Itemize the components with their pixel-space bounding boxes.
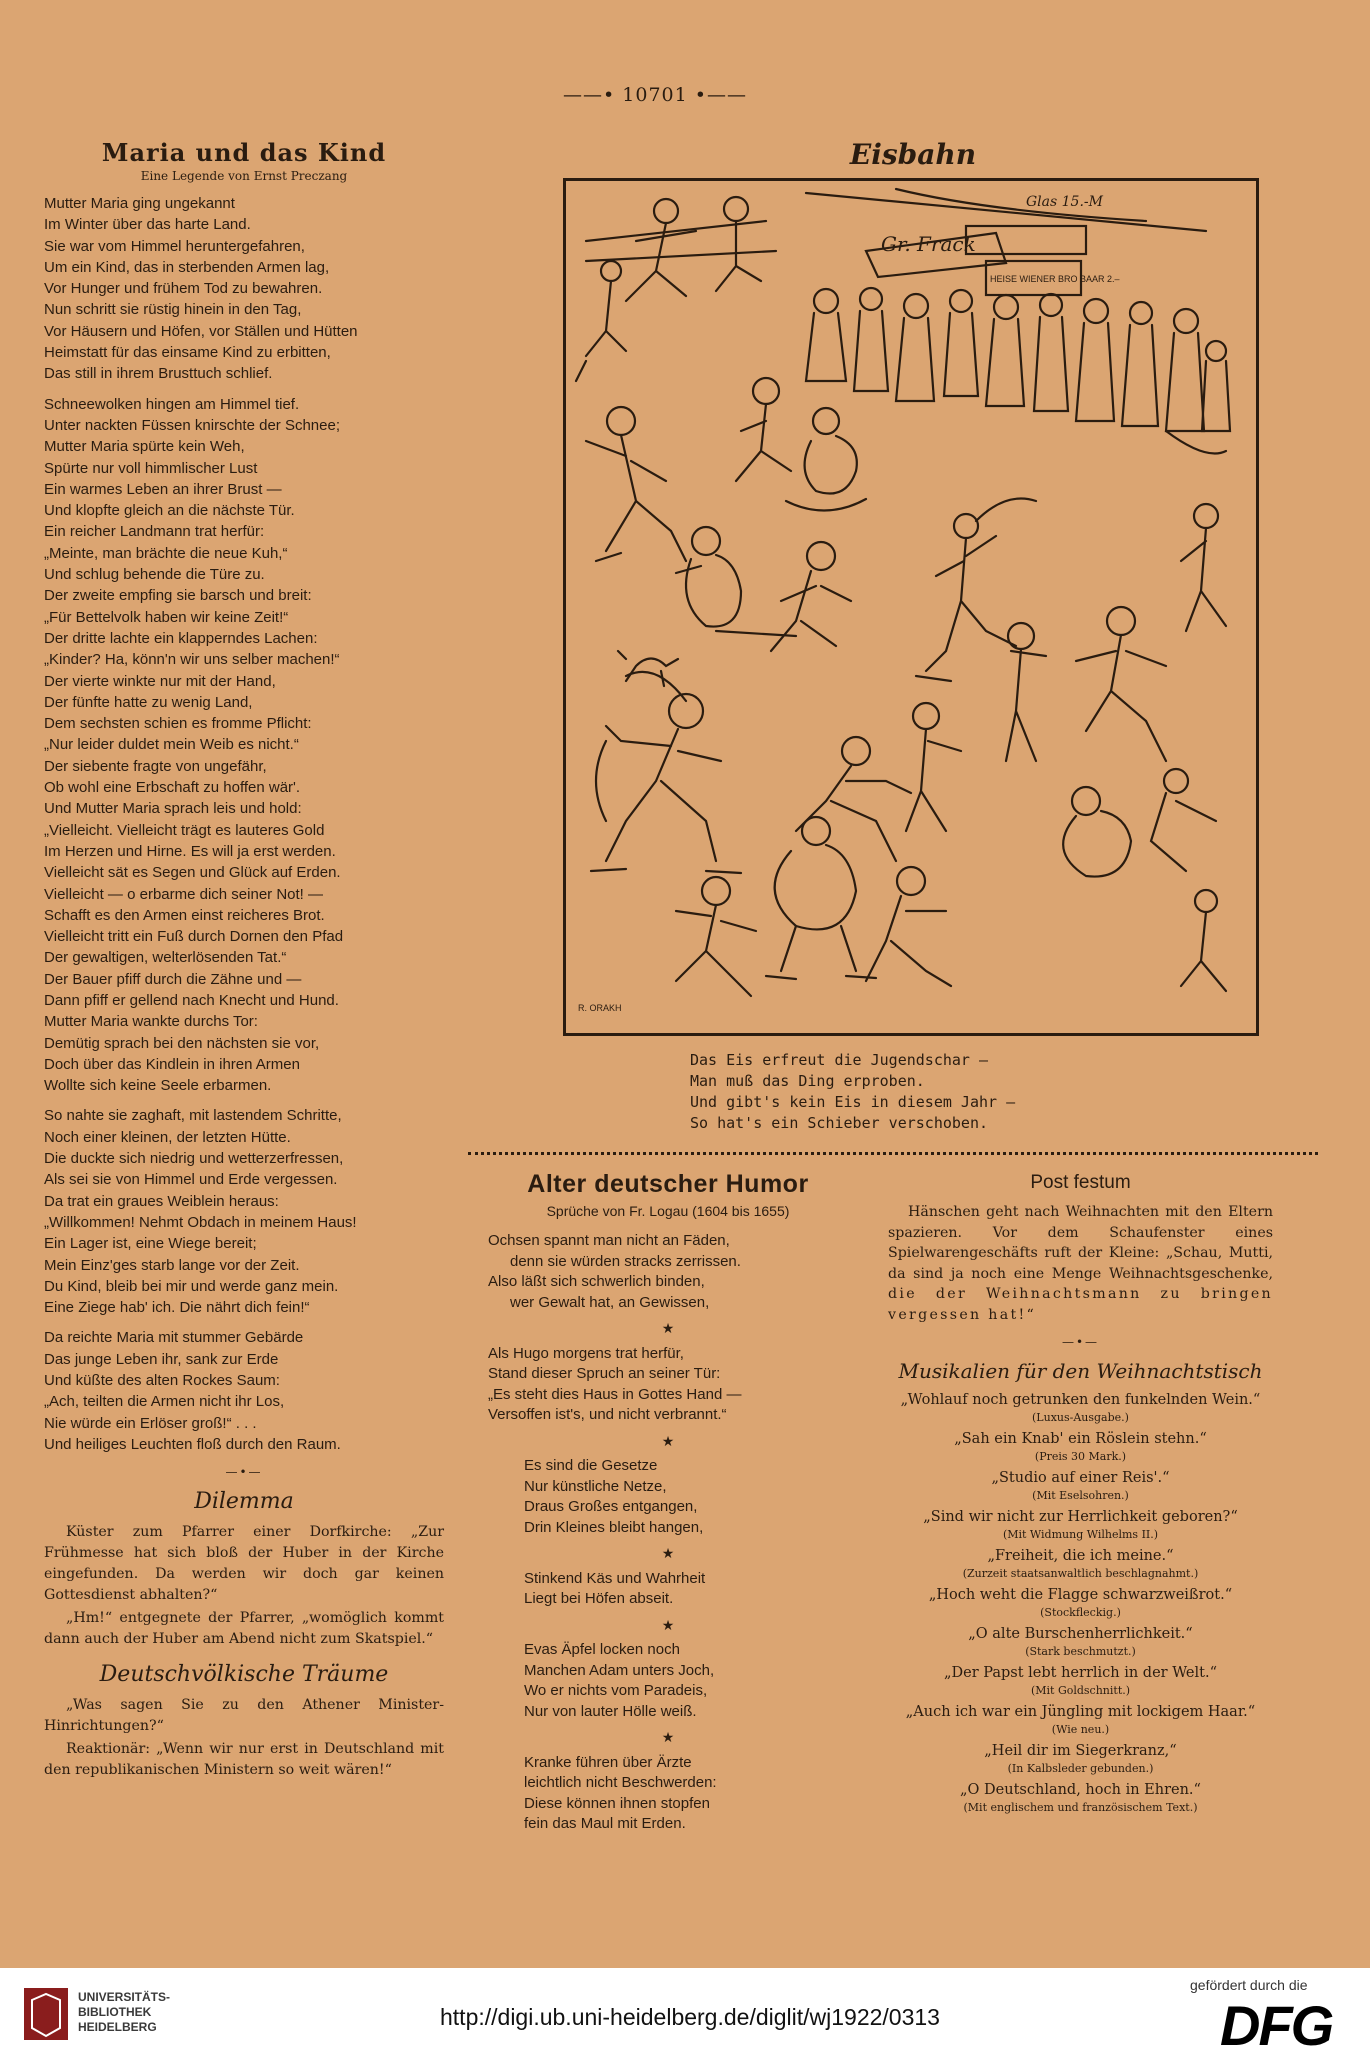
poem-stanza [44, 1327, 444, 1455]
section-rule [468, 1152, 1318, 1155]
musikalien-note: (Stockfleckig.) [1040, 1606, 1121, 1619]
musikalien-item: „Sah ein Knab' ein Röslein stehn.“ [954, 1431, 1207, 1447]
poem-line: Spürte nur voll himmlischer Lust [44, 459, 258, 477]
page-number: ——• 10701 •—— [563, 84, 747, 106]
humor-line: Evas Äpfel locken noch [524, 1641, 680, 1658]
right-column [888, 1172, 1273, 1820]
humor-verse-block [488, 1344, 848, 1426]
university-logo-text: UNIVERSITÄTS- BIBLIOTHEK HEIDELBERG [78, 1990, 171, 2034]
post-festum-title: Post festum [1030, 1172, 1131, 1193]
poem-line: Schneewolken hingen am Himmel tief. [44, 395, 300, 413]
humor-subtitle: Sprüche von Fr. Logau (1604 bis 1655) [546, 1203, 790, 1219]
cartoon-caption [690, 1050, 1110, 1134]
sign-frack: Gr. Frack [881, 232, 976, 256]
caption-line: So hat's ein Schieber verschoben. [690, 1114, 989, 1132]
musikalien-item: „Freiheit, die ich meine.“ [987, 1548, 1174, 1564]
humor-line: Stand dieser Spruch an seiner Tür: [488, 1365, 721, 1382]
poem-line: „Ach, teilten die Armen nicht ihr Los, [44, 1393, 285, 1411]
poem-line: Vielleicht sät es Segen und Glück auf Erden. [44, 864, 341, 882]
poem-line: Um ein Kind, das in sterbenden Armen lag, [44, 258, 330, 276]
poem-line: Und Mutter Maria sprach leis und hold: [44, 800, 302, 818]
humor-line: Als Hugo morgens trat herfür, [488, 1344, 684, 1362]
poem-line: Dem sechsten schien es fromme Pflicht: [44, 715, 312, 733]
humor-line: wer Gewalt hat, an Gewissen, [510, 1293, 710, 1311]
humor-verse-block [488, 1640, 848, 1722]
poem-line: Ein reicher Landmann trat herfür: [44, 523, 265, 541]
artist-signature: R. ORAKH [578, 1003, 622, 1013]
poem-line: Ein warmes Leben an ihrer Brust — [44, 480, 282, 498]
humor-title: Alter deutscher Humor [527, 1170, 809, 1198]
musikalien-note: (In Kalbsleder gebunden.) [1007, 1762, 1154, 1775]
poem-line: Der dritte lachte ein klapperndes Lachen: [44, 629, 318, 647]
star-divider: ★ [661, 1616, 675, 1633]
humor-line: Manchen Adam unters Joch, [524, 1661, 715, 1679]
poem-line: „Meinte, man brächte die neue Kuh,“ [44, 544, 288, 562]
poem-line: Da trat ein graues Weiblein heraus: [44, 1192, 279, 1210]
poem-stanza [44, 1105, 444, 1318]
poem-line: Eine Ziege hab' ich. Die nährt dich fein!“ [44, 1299, 310, 1317]
humor-line: Drin Kleines bleibt hangen, [524, 1518, 704, 1536]
traeume-title: Deutschvölkische Träume [99, 1662, 389, 1688]
caption-line: Das Eis erfreut die Jugendschar — [690, 1051, 989, 1069]
poem-line: Noch einer kleinen, der letzten Hütte. [44, 1128, 291, 1146]
musikalien-note: (Luxus-Ausgabe.) [1032, 1411, 1129, 1424]
caption-line: Und gibt's kein Eis in diesem Jahr — [690, 1093, 1016, 1111]
humor-line: Kranke führen über Ärzte [524, 1753, 692, 1771]
humor-line: Diese können ihnen stopfen [524, 1794, 710, 1812]
skating-scene-drawing [566, 181, 1256, 1033]
poem-line: Vor Hunger und frühem Tod zu bewahren. [44, 280, 323, 298]
divider: —•— [225, 1465, 263, 1480]
musikalien-item: „Auch ich war ein Jüngling mit lockigem Haar.“ [905, 1704, 1256, 1720]
humor-line: leichtlich nicht Beschwerden: [524, 1774, 717, 1791]
divider: —•— [1061, 1335, 1100, 1349]
star-divider: ★ [661, 1320, 675, 1336]
poem-line: Als sei sie von Himmel und Erde vergessen. [44, 1171, 338, 1189]
poem-line: Im Winter über das harte Land. [44, 216, 251, 234]
poem-line: So nahte sie zaghaft, mit lastendem Schritte, [44, 1107, 342, 1125]
poem-line: Und schlug behende die Türe zu. [44, 566, 265, 584]
poem-line: Mutter Maria spürte kein Weh, [44, 438, 245, 456]
musikalien-item: „Hoch weht die Flagge schwarzweißrot.“ [928, 1587, 1233, 1603]
humor-column [488, 1170, 848, 1839]
humor-line: Draus Großes entgangen, [524, 1498, 698, 1515]
poem-line: Vielleicht — o erbarme dich seiner Not! — [44, 885, 324, 903]
poem-line: Die duckte sich niedrig und wetterzerfressen, [44, 1150, 344, 1168]
humor-line: denn sie würden stracks zerrissen. [510, 1252, 741, 1270]
poem-line: Der Bauer pfiff durch die Zähne und — [44, 970, 302, 988]
humor-line: „Es steht dies Haus in Gottes Hand — [488, 1385, 742, 1403]
humor-line: Wo er nichts vom Paradeis, [524, 1682, 708, 1699]
traeume-paragraph: Reaktionär: „Wenn wir nur erst in Deutschland mit den republikanischen Ministern so weit wären!“ [44, 1741, 444, 1779]
poem-line: „Vielleicht. Vielleicht trägt es lauteres Gold [44, 821, 325, 839]
poem-line: Nie würde ein Erlöser groß!“ . . . [44, 1414, 257, 1432]
cartoon-title: Eisbahn [849, 138, 977, 171]
dfg-logo: DFG [1220, 1994, 1333, 2057]
dilemma-title: Dilemma [194, 1489, 294, 1515]
humor-line: Ochsen spannt man nicht an Fäden, [488, 1232, 730, 1249]
poem-line: Und klopfte gleich an die nächste Tür. [44, 502, 295, 520]
humor-line: fein das Maul mit Erden. [524, 1815, 686, 1832]
humor-line: Versoffen ist's, und nicht verbrannt.“ [488, 1406, 727, 1423]
funded-by-text: gefördert durch die [1190, 1977, 1308, 1993]
poem-line: Dann pfiff er gellend nach Knecht und Hund. [44, 991, 339, 1009]
musikalien-item: „Studio auf einer Reis'.“ [991, 1470, 1170, 1486]
poem-line: Der fünfte hatte zu wenig Land, [44, 693, 253, 711]
post-festum-text [888, 1202, 1273, 1325]
poem-line: Heimstatt für das einsame Kind zu erbitten, [44, 344, 331, 362]
humor-verse-block [488, 1753, 848, 1835]
musikalien-item: „O alte Burschenherrlichkeit.“ [968, 1626, 1193, 1642]
poem-line: Doch über das Kindlein in ihren Armen [44, 1055, 300, 1073]
poem-line: Der zweite empfing sie barsch und breit: [44, 587, 312, 605]
star-divider: ★ [661, 1729, 675, 1745]
dilemma-paragraph: „Hm!“ entgegnete der Pfarrer, „womöglich kommt dann auch der Huber am Abend nicht zum Skatspiel.“ [44, 1610, 444, 1648]
musikalien-note: (Zurzeit staatsanwaltlich beschlagnahmt.) [962, 1567, 1199, 1580]
poem-line: „Kinder? Ha, könn'n wir uns selber machen!“ [44, 651, 340, 669]
musikalien-note: (Mit Eselsohren.) [1032, 1489, 1129, 1502]
poem-line: Mutter Maria wankte durchs Tor: [44, 1013, 258, 1031]
musikalien-title: Musikalien für den Weihnachtstisch [898, 1359, 1263, 1383]
university-logo-icon [22, 1986, 70, 2042]
caption-line: Man muß das Ding erproben. [690, 1072, 925, 1090]
poem-line: Mein Einz'ges starb lange vor der Zeit. [44, 1256, 300, 1274]
musikalien-item: „Wohlauf noch getrunken den funkelnden Wein.“ [900, 1392, 1261, 1408]
humor-verse-block [488, 1231, 848, 1313]
sign-glas: Glas 15.-M [1026, 194, 1103, 210]
humor-line: Nur künstliche Netze, [524, 1477, 667, 1495]
left-column [44, 138, 444, 1783]
poem-stanza [44, 394, 444, 1097]
poem-line: Da reichte Maria mit stummer Gebärde [44, 1329, 304, 1347]
traeume-text [44, 1695, 444, 1781]
poem-line: Ein Lager ist, eine Wiege bereit; [44, 1235, 257, 1253]
poem-line: Der siebente fragte von ungefähr, [44, 757, 267, 775]
poem-line: „Für Bettelvolk haben wir keine Zeit!“ [44, 608, 289, 626]
humor-line: Es sind die Gesetze [524, 1457, 658, 1474]
traeume-paragraph: „Was sagen Sie zu den Athener Minister-Hinrichtungen?“ [44, 1697, 444, 1735]
humor-verse-block [488, 1456, 848, 1538]
cartoon-illustration [563, 178, 1259, 1036]
musikalien-list [888, 1391, 1273, 1816]
poem-line: Im Herzen und Hirne. Es will ja erst werden. [44, 842, 336, 860]
musikalien-item: „Sind wir nicht zur Herrlichkeit geboren?“ [923, 1509, 1238, 1525]
humor-line: Stinkend Käs und Wahrheit [524, 1569, 706, 1587]
musikalien-note: (Mit Goldschnitt.) [1030, 1684, 1131, 1697]
poem-line: Mutter Maria ging ungekannt [44, 195, 235, 212]
musikalien-item: „O Deutschland, hoch in Ehren.“ [960, 1782, 1201, 1798]
musikalien-note: (Mit englischem und französischem Text.) [963, 1801, 1198, 1814]
poem-line: Und küßte des alten Rockes Saum: [44, 1372, 280, 1390]
musikalien-note: (Stark beschmutzt.) [1025, 1645, 1136, 1658]
musikalien-item: „Heil dir im Siegerkranz,“ [984, 1743, 1177, 1759]
poem-line: Nun schritt sie rüstig hinein in den Tag, [44, 301, 302, 319]
poem-line: Vor Häusern und Höfen, vor Ställen und Hütten [44, 322, 358, 340]
poem-stanza [44, 193, 444, 385]
poem-line: Das still in ihrem Brusttuch schlief. [44, 365, 273, 383]
poem-line: Unter nackten Füssen knirschte der Schnee; [44, 416, 340, 434]
poem-line: „Nur leider duldet mein Weib es nicht.“ [44, 736, 299, 754]
poem-title: Maria und das Kind [101, 138, 387, 167]
musikalien-item: „Der Papst lebt herrlich in der Welt.“ [943, 1665, 1217, 1681]
poem-line: Schafft es den Armen einst reicheres Brot. [44, 906, 325, 924]
poem-line: Ob wohl eine Erbschaft zu hoffen wär'. [44, 779, 301, 797]
humor-verses [488, 1231, 848, 1835]
humor-line: Liegt bei Höfen abseit. [524, 1590, 674, 1607]
musikalien-note: (Preis 30 Mark.) [1034, 1450, 1127, 1463]
humor-line: Nur von lauter Hölle weiß. [524, 1702, 697, 1720]
poem-line: Und heiliges Leuchten floß durch den Raum. [44, 1435, 341, 1453]
poem-line: Vielleicht tritt ein Fuß durch Dornen den Pfad [44, 928, 344, 946]
post-festum-spaced: die der Weihnachtsmann zu bringen vergessen hat!“ [888, 1286, 1273, 1323]
star-divider: ★ [661, 1545, 675, 1561]
poem-line: Das junge Leben ihr, sank zur Erde [44, 1350, 279, 1368]
poem-body [44, 193, 444, 1455]
poem-line: Demütig sprach bei den nächsten sie vor, [44, 1034, 320, 1052]
poem-line: Du Kind, bleib bei mir und werde ganz mein. [44, 1277, 339, 1295]
star-divider: ★ [661, 1432, 675, 1449]
poem-line: Wollte sich keine Seele erbarmen. [44, 1077, 272, 1095]
humor-verse-block [488, 1569, 848, 1610]
musikalien-note: (Mit Widmung Wilhelms II.) [1002, 1528, 1159, 1541]
dilemma-paragraph: Küster zum Pfarrer einer Dorfkirche: „Zur Frühmesse hat sich bloß der Huber in der Kirche eingefunden. Da werden wir doch gar keinen Gottesdienst abhalten?“ [44, 1524, 444, 1604]
sign-wiener: HEISE WIENER BRO BAAR 2.– [990, 274, 1120, 284]
poem-line: Der gewaltigen, welterlösenden Tat.“ [44, 949, 287, 967]
musikalien-note: (Wie neu.) [1051, 1723, 1110, 1736]
poem-subtitle: Eine Legende von Ernst Preczang [140, 169, 348, 183]
source-url[interactable]: http://digi.ub.uni-heidelberg.de/diglit/wj1922/0313 [440, 2004, 940, 2030]
post-festum-paragraph: Hänschen geht nach Weihnachten mit den Eltern spazieren. Vor dem Schaufenster eines Spielwarengeschäfts ruft der Kleine: „Schau, Mutti, da sind ja noch eine Menge Weihnachtsgeschenke, [888, 1204, 1273, 1282]
dilemma-text [44, 1522, 444, 1650]
poem-line: „Willkommen! Nehmt Obdach in meinem Haus! [44, 1213, 357, 1231]
poem-line: Sie war vom Himmel heruntergefahren, [44, 237, 305, 255]
cartoon-section [548, 138, 1278, 181]
humor-line: Also läßt sich schwerlich binden, [488, 1273, 705, 1290]
poem-line: Der vierte winkte nur mit der Hand, [44, 672, 276, 690]
